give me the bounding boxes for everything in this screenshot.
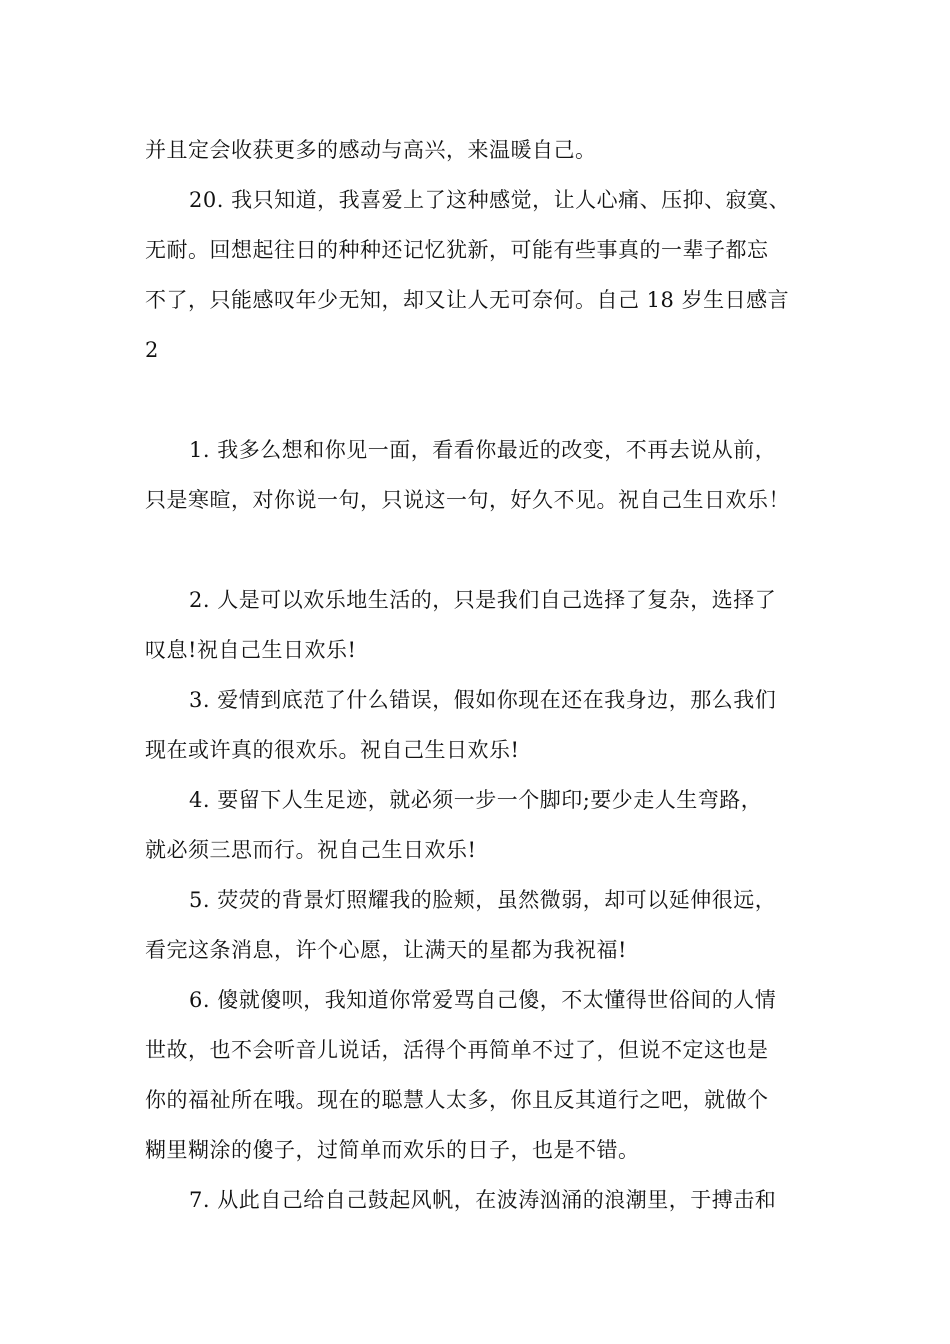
paragraph-19-line-3: 并且定会收获更多的感动与高兴，来温暖自己。 [145,138,597,162]
item-7-line-1: 7. 从此自己给自己鼓起风帆，在波涛汹涌的浪潮里，于搏击和 [189,1188,777,1212]
item-2-line-2: 叹息!祝自己生日欢乐! [145,638,357,662]
paragraph-20-line-3: 不了，只能感叹年少无知，却又让人无可奈何。自己 18 岁生日感言 [145,288,790,312]
paragraph-20-line-1: 20. 我只知道，我喜爱上了这种感觉，让人心痛、压抑、寂寞、 [189,188,791,212]
item-3-line-2: 现在或许真的很欢乐。祝自己生日欢乐! [145,738,520,762]
item-6-line-3: 你的福祉所在哦。现在的聪慧人太多，你且反其道行之吧，就做个 [145,1088,769,1112]
item-4-line-2: 就必须三思而行。祝自己生日欢乐! [145,838,477,862]
item-3-line-1: 3. 爱情到底范了什么错误，假如你现在还在我身边，那么我们 [189,688,777,712]
item-6-line-4: 糊里糊涂的傻子，过简单而欢乐的日子，也是不错。 [145,1138,640,1162]
paragraph-20-line-2: 无耐。回想起往日的种种还记忆犹新，可能有些事真的一辈子都忘 [145,238,769,262]
item-6-line-1: 6. 傻就傻呗，我知道你常爱骂自己傻，不太懂得世俗间的人情 [189,988,777,1012]
item-1-line-2: 只是寒暄，对你说一句，只说这一句，好久不见。祝自己生日欢乐！ [145,488,790,512]
item-2-line-1: 2. 人是可以欢乐地生活的，只是我们自己选择了复杂，选择了 [189,588,777,612]
item-1-line-1: 1. 我多么想和你见一面，看看你最近的改变，不再去说从前， [189,438,777,462]
item-5-line-2: 看完这条消息，许个心愿，让满天的星都为我祝福! [145,938,627,962]
item-5-line-1: 5. 荧荧的背景灯照耀我的脸颊，虽然微弱，却可以延伸很远， [189,888,777,912]
section-number: 2 [145,338,159,362]
item-6-line-2: 世故，也不会听音儿说话，活得个再简单不过了，但说不定这也是 [145,1038,769,1062]
item-4-line-1: 4. 要留下人生足迹，就必须一步一个脚印;要少走人生弯路， [189,788,763,812]
